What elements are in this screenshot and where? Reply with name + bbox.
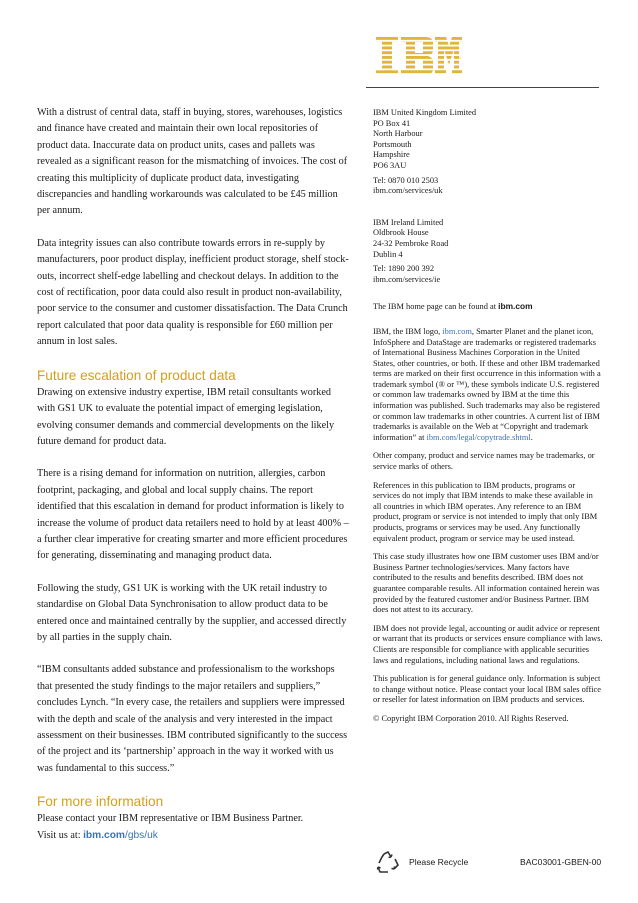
uk-address — [373, 108, 603, 197]
legal-copyright: © Copyright IBM Corporation 2010. All Rights Reserved. — [373, 713, 569, 723]
paragraph-quote: “IBM consultants added substance and professionalism to the workshops that presented the study findings to the major retailers and suppliers,” concludes Lynch. “In every case, the retailers and suppliers were impressed with the depth and scale of the analysis and very interested in the impact assessment on their businesses. IBM contributed significantly to the success of the project and its ‘partnership’ approach in the way it worked with us was fundamental to this success.” — [37, 664, 348, 774]
copytrade-link[interactable]: ibm.com/legal/copytrade.shtml — [426, 432, 531, 442]
top-rule — [366, 87, 599, 88]
ie-web-link[interactable]: ibm.com/services/ie — [373, 274, 441, 284]
ibm-com-link[interactable]: ibm.com — [442, 326, 472, 336]
please-recycle-label: Please Recycle — [409, 857, 469, 867]
heading-more-information: For more information — [37, 794, 164, 810]
visit-prefix: Visit us at: — [37, 829, 84, 841]
ibm-gbs-link[interactable] — [83, 830, 158, 841]
visit-line — [37, 828, 349, 844]
legal-guidance: This publication is for general guidance only. Information is subject to change without notice. Please contact your local IBM sales office or reseller for latest information on IBM products and services. — [373, 674, 601, 705]
paragraph-following-study: Following the study, GS1 UK is working with the UK retail industry to standardise on Global Data Synchronisation to allow product data to be entered once and maintained centrally by the supplier, and accessed directly by all parties in the supply chain. — [37, 582, 347, 643]
ie-address-line: Dublin 4 — [373, 249, 403, 259]
paragraph-data-integrity: Data integrity issues can also contribute towards errors in re-supply by manufacturers, poor product display, inefficient product storage, shelf stock-outs, incorrect shelf-edge labelling and checkout delays. In addition to the cost of rectification, poor data could also result in product non-availability, poor service to the consumer and customer dissatisfaction. The Data Crunch report calculated that poor data quality is responsible for £60 million per annum in lost sales. — [37, 237, 349, 348]
uk-address-line: North Harbour — [373, 129, 423, 139]
legal-notices — [373, 327, 603, 725]
ie-address-line: IBM Ireland Limited — [373, 217, 444, 227]
legal-other-names: Other company, product and service names may be trademarks, or service marks of others. — [373, 451, 595, 472]
uk-address-line: PO6 3AU — [373, 160, 407, 170]
ibm-link-main: ibm.com — [83, 829, 125, 841]
paragraph-data-distrust: With a distrust of central data, staff in buying, stores, warehouses, logistics and finance have created and maintain their own local repositories of product data. Inaccurate data on product units, cases and pallets was revealed as a significant reason for the mismatching of invoices. The cost of creating this multiplicity of duplicate product data, investigating discrepancies and handling workarounds was calculated to be £45 million per annum. — [37, 107, 348, 217]
legal-references: References in this publication to IBM products, programs or services do not imply that IBM intends to make these available in all countries in which IBM operates. Any reference to an IBM product, program or service is not intended to imply that only IBM products, programs or services may be used. Any functionally equivalent product, program or service may be used instead. — [373, 480, 598, 543]
paragraph-expertise: Drawing on extensive industry expertise, IBM retail consultants worked with GS1 UK to evaluate the potential impact of emerging legislation, evolving consumer demands and commercial developments on the likely future demand for product data. — [37, 386, 335, 447]
uk-address-line: Portsmouth — [373, 139, 412, 149]
uk-address-line: PO Box 41 — [373, 118, 411, 128]
legal-no-advice: IBM does not provide legal, accounting or audit advice or represent or warrant that its products or services ensure compliance with laws. Clients are responsible for compliance with applicable securities laws and regulations, including national laws and regulations. — [373, 623, 603, 665]
uk-web-link[interactable]: ibm.com/services/uk — [373, 186, 443, 196]
svg-text:®: ® — [459, 56, 462, 60]
paragraph-contact: Please contact your IBM representative or IBM Business Partner. — [37, 813, 304, 825]
paragraph-rising-demand: There is a rising demand for information on nutrition, allergies, carbon footprint, packaging, and global and local supply chains. The report identified that this escalation in demand for product information is likely to increase the volume of product data retailers need to hold by at least 400% – a further clear imperative for creating smarter and more efficient procedures for generating, disseminating and managing product data. — [37, 468, 349, 562]
home-link[interactable]: ibm.com — [498, 301, 533, 312]
legal-text: , Smarter Planet and the planet icon, InfoSphere and DataStage are trademarks or registered trademarks of International Business Machines Corporation in the United States, other countries, or both. If these and other IBM trademarked terms are marked on their first occurrence in this information with a trademark symbol (® or ™), these symbols indicate U.S. registered or common law trademarks owned by IBM at the time this information was published. Such trademarks may also be registered or common law trademarks in other countries. A current list of IBM trademarks is available on the Web at “Copyright and trademark information” at — [373, 326, 601, 442]
ie-address-line: Oldbrook House — [373, 228, 429, 238]
document-code: BAC03001-GBEN-00 — [520, 857, 602, 867]
ie-tel: Tel: 1890 200 392 — [373, 264, 435, 274]
main-column — [37, 105, 349, 844]
ibm-link-rest: /gbs/uk — [124, 829, 158, 841]
uk-address-line: IBM United Kingdom Limited — [373, 108, 477, 117]
heading-future-escalation: Future escalation of product data — [37, 367, 236, 383]
recycle-icon — [375, 850, 401, 876]
sidebar-column — [373, 108, 603, 733]
ie-address — [373, 218, 603, 286]
home-page-line — [373, 301, 603, 313]
uk-address-line: Hampshire — [373, 150, 410, 160]
legal-text: . — [530, 432, 533, 442]
legal-case-study: This case study illustrates how one IBM customer uses IBM and/or Business Partner technologies/services. Many factors have contributed to the results and benefits described. IBM does not guarantee comparable results. All information contained herein was provided by the featured customer and/or Business Partner. IBM does not attest to its accuracy. — [373, 552, 600, 615]
ie-address-line: 24-32 Pembroke Road — [373, 238, 449, 248]
uk-tel: Tel: 0870 010 2503 — [373, 175, 439, 185]
legal-trademarks — [373, 327, 603, 444]
home-prefix: The IBM home page can be found at — [373, 302, 499, 312]
legal-text: IBM, the IBM logo, — [373, 326, 443, 336]
ibm-logo — [376, 37, 462, 75]
